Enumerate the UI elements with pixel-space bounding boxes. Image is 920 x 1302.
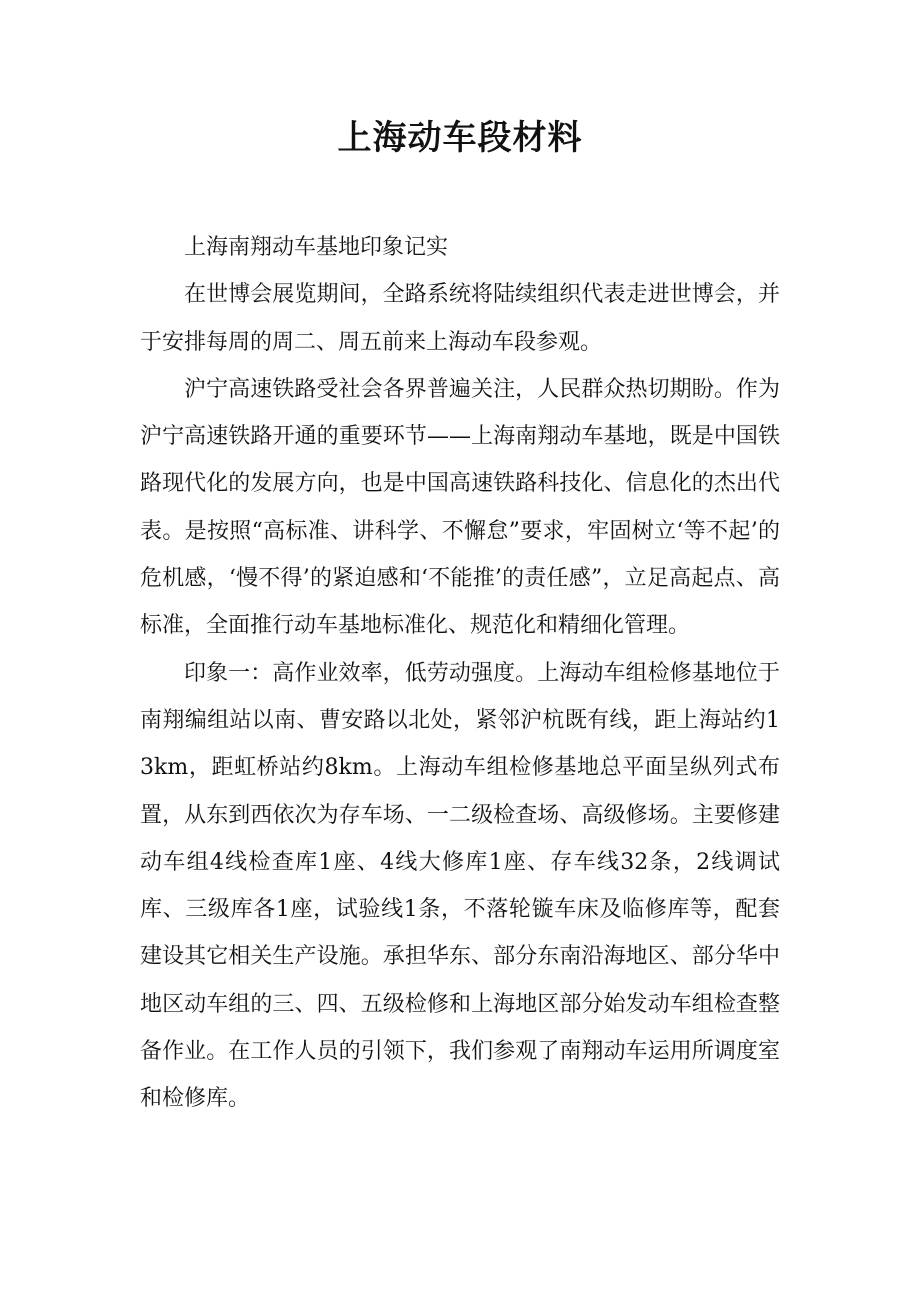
paragraph-subtitle: 上海南翔动车基地印象记实 (184, 235, 449, 260)
paragraph-huning-railway: 沪宁高速铁路受社会各界普遍关注，人民群众热切期盼。作为沪宁高速铁路开通的重要环节——上海南翔动车基地，既是中国铁路现代化的发展方向，也是中国高速铁路科技化、信息化的杰出代表。是按照“高标准、讲科学、不懈怠”要求，牢固树立‘等不起’的危机感，‘慢不得’的紧迫感和‘不能推’的责任感”，立足高起点、高标准，全面推行动车基地标准化、规范化和精细化管理。 (140, 376, 780, 639)
paragraph-impression-one: 印象一：高作业效率，低劳动强度。上海动车组检修基地位于南翔编组站以南、曹安路以北处，紧邻沪杭既有线，距上海站约13km，距虹桥站约8km。上海动车组检修基地总平面呈纵列式布置，从东到西依次为存车场、一二级检查场、高级修场。主要修建动车组4线检查库1座、4线大修库1座、存车线32条，2线调试库、三级库各1座，试验线1条，不落轮镟车床及临修库等，配套建设其它相关生产设施。承担华东、部分东南沿海地区、部分华中地区动车组的三、四、五级检修和上海地区部分始发动车组检查整备作业。在工作人员的引领下，我们参观了南翔动车运用所调度室和检修库。 (140, 660, 780, 1112)
document-title: 上海动车段材料 (337, 118, 583, 158)
paragraph-expo-visits: 在世博会展览期间，全路系统将陆续组织代表走进世博会，并于安排每周的周二、周五前来上海动车段参观。 (140, 282, 780, 355)
document-body (140, 224, 780, 1123)
